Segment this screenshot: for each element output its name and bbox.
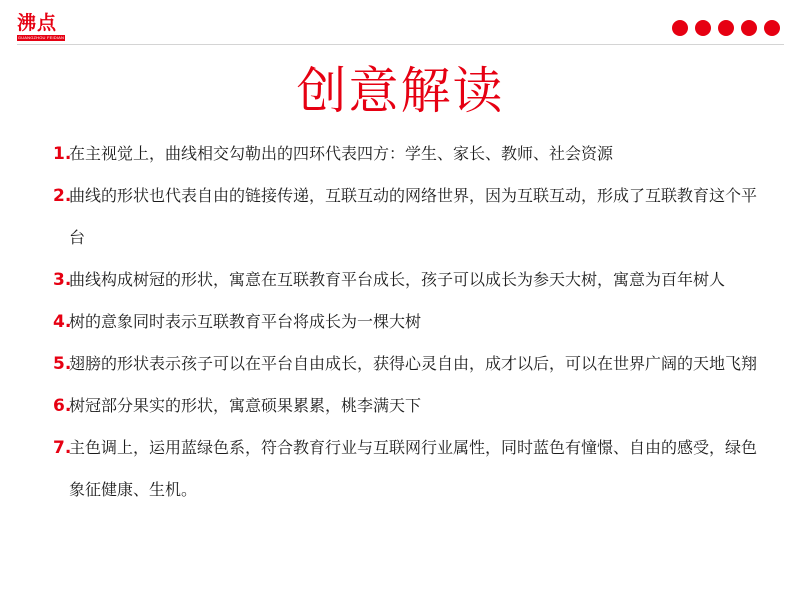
list-item-number: 3. (53, 270, 72, 290)
header-divider (17, 44, 784, 45)
list-item-text: 翅膀的形状表示孩子可以在平台自由成长，获得心灵自由，成才以后，可以在世界广阔的天地飞翔 (69, 354, 758, 373)
list-item-number: 1. (53, 144, 72, 164)
list-item-text: 曲线的形状也代表自由的链接传递，互联互动的网络世界，因为互联互动，形成了互联教育这个平台 (69, 186, 758, 247)
list-item-number: 7. (53, 438, 72, 458)
decorative-dot (695, 20, 711, 36)
brand-logo-subtext: GUANGZHOU FEIDIAN (17, 35, 65, 40)
list-item-number: 6. (53, 396, 72, 416)
list-item (53, 385, 763, 427)
decorative-dot (741, 20, 757, 36)
list-item-text: 主色调上，运用蓝绿色系，符合教育行业与互联网行业属性，同时蓝色有憧憬、自由的感受，绿色象征健康、生机。 (69, 438, 758, 499)
list-item-text: 树的意象同时表示互联教育平台将成长为一棵大树 (69, 312, 422, 331)
list-item (53, 427, 763, 511)
list-item-number: 4. (53, 312, 72, 332)
list-item-number: 5. (53, 354, 72, 374)
list-item-number: 2. (53, 186, 72, 206)
decorative-dot (764, 20, 780, 36)
decorative-dots (672, 20, 780, 36)
list-item (53, 301, 763, 343)
list-item-text: 曲线构成树冠的形状，寓意在互联教育平台成长，孩子可以成长为参天大树，寓意为百年树人 (69, 270, 726, 289)
list-item (53, 175, 763, 259)
interpretation-list (53, 133, 763, 511)
page-title: 创意解读 (296, 62, 505, 120)
brand-logo-text: 沸点 (17, 12, 58, 34)
decorative-dot (718, 20, 734, 36)
list-item-text: 树冠部分果实的形状，寓意硕果累累，桃李满天下 (69, 396, 422, 415)
list-item (53, 259, 763, 301)
decorative-dot (672, 20, 688, 36)
list-item (53, 133, 763, 175)
list-item-text: 在主视觉上，曲线相交勾勒出的四环代表四方：学生、家长、教师、社会资源 (69, 144, 614, 163)
brand-logo (17, 12, 65, 41)
list-item (53, 343, 763, 385)
